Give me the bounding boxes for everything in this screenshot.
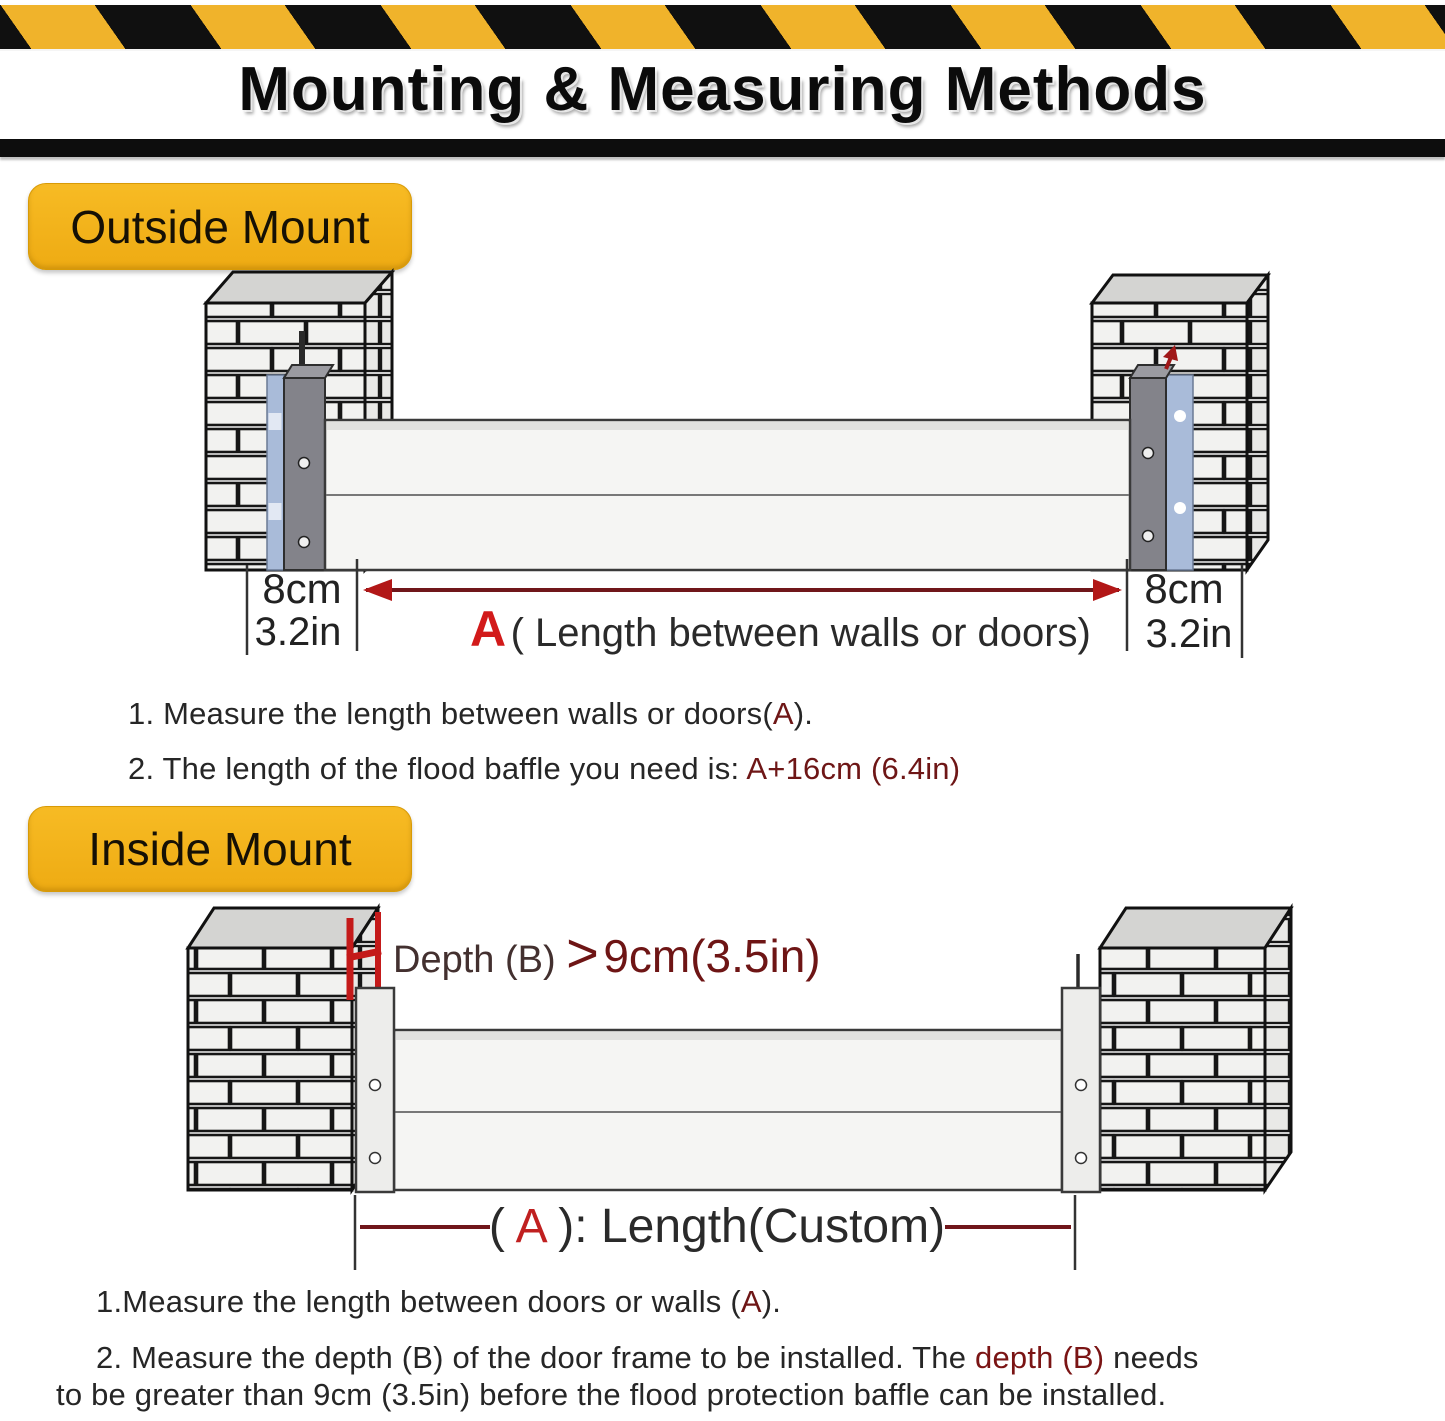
screw-hole [1076, 1153, 1087, 1164]
inside-left-channel [356, 988, 394, 1192]
dim-right-in: 3.2in [1145, 612, 1233, 656]
pillar-front-face [1100, 948, 1265, 1190]
step-text: ). [793, 696, 814, 731]
outside-step-1 [128, 690, 960, 737]
depth-label [393, 921, 821, 984]
inside-step-1 [96, 1284, 781, 1320]
seal-strip-mark [269, 503, 282, 520]
screw-hole [299, 537, 310, 548]
baffle-top-edge [327, 422, 1128, 430]
dim-length-label-text: ( Length between walls or doors) [510, 611, 1091, 655]
screw-hole [1143, 448, 1154, 459]
flood-baffle-panel [325, 420, 1130, 570]
seal-strip-blue [1166, 375, 1193, 570]
inside-step-2 [96, 1340, 1199, 1376]
inside-mount-badge [28, 806, 412, 892]
pillar-top-face [1100, 908, 1291, 948]
step-highlight: A [772, 696, 794, 731]
dim-left-cm: 8cm [262, 565, 342, 612]
step-text: needs [1104, 1340, 1199, 1375]
pillar-front-face [188, 948, 352, 1190]
seal-strip-blue [267, 375, 284, 570]
outside-mount-badge-label: Outside Mount [70, 200, 370, 253]
step-text: ). [761, 1284, 782, 1319]
outside-mount-instructions [128, 690, 960, 792]
label-a: A [515, 1200, 545, 1253]
screw-hole [370, 1153, 381, 1164]
dimension-arrow [363, 579, 1122, 601]
screw-hole [370, 1080, 381, 1091]
inside-right-brick-pillar [1100, 908, 1291, 1190]
step-highlight: depth (B) [975, 1340, 1105, 1375]
outside-dimension-annotations [247, 559, 1242, 658]
label-paren: ( [488, 1200, 505, 1253]
outside-right-bracket [1130, 345, 1193, 570]
pillar-top-face [1092, 275, 1268, 303]
dim-left-in: 3.2in [254, 610, 342, 654]
inside-mount-diagram [60, 890, 1400, 1280]
depth-label-prefix: Depth (B) [393, 939, 567, 981]
outside-mount-diagram [170, 265, 1445, 665]
outside-mount-badge [28, 183, 412, 270]
caution-stripes-banner [0, 3, 1445, 51]
outside-step-2 [128, 745, 960, 792]
seal-strip-dot [1174, 410, 1186, 422]
inside-mount-badge-label: Inside Mount [88, 823, 352, 875]
baffle-body [394, 1030, 1062, 1190]
dim-right-cm: 8cm [1144, 565, 1224, 612]
step-text: 1.Measure the length between doors or walls ( [96, 1284, 741, 1319]
seal-strip-mark [269, 413, 282, 430]
screw-hole [299, 458, 310, 469]
step-text: 2. Measure the depth (B) of the door frame to be installed. The [96, 1340, 975, 1375]
baffle-top-edge [396, 1032, 1060, 1040]
dim-length-label-a: A [470, 601, 507, 657]
page-title: Mounting & Measuring Methods [238, 55, 1207, 124]
inside-dimension-annotations [355, 1195, 1075, 1270]
step-text: to be greater than 9cm (3.5in) before the flood protection baffle can be installed. [56, 1377, 1167, 1412]
screw-hole [1076, 1080, 1087, 1091]
step-text: 2. The length of the flood baffle you need is: [128, 751, 747, 786]
inside-step-2-cont [56, 1377, 1166, 1413]
flood-baffle-panel [394, 1030, 1062, 1190]
step-text: 1. Measure the length between walls or doors( [128, 696, 773, 731]
length-custom-label [489, 1200, 945, 1253]
pillar-top-face [206, 272, 392, 303]
pillar-side-face [1247, 275, 1268, 570]
pillar-side-face [1265, 908, 1291, 1190]
greater-than-sign: > [566, 921, 599, 984]
header-divider-bar [0, 139, 1445, 157]
seal-strip-dot [1174, 502, 1186, 514]
step-highlight: A+16cm (6.4in) [746, 751, 961, 786]
screw-hole [1143, 531, 1154, 542]
bracket-cap [284, 365, 333, 378]
depth-label-value: 9cm(3.5in) [603, 930, 821, 982]
dim-length-label [470, 601, 1091, 657]
label-rest: ): Length(Custom) [558, 1200, 946, 1253]
inside-right-channel [1062, 954, 1100, 1192]
step-highlight: A [740, 1284, 762, 1319]
